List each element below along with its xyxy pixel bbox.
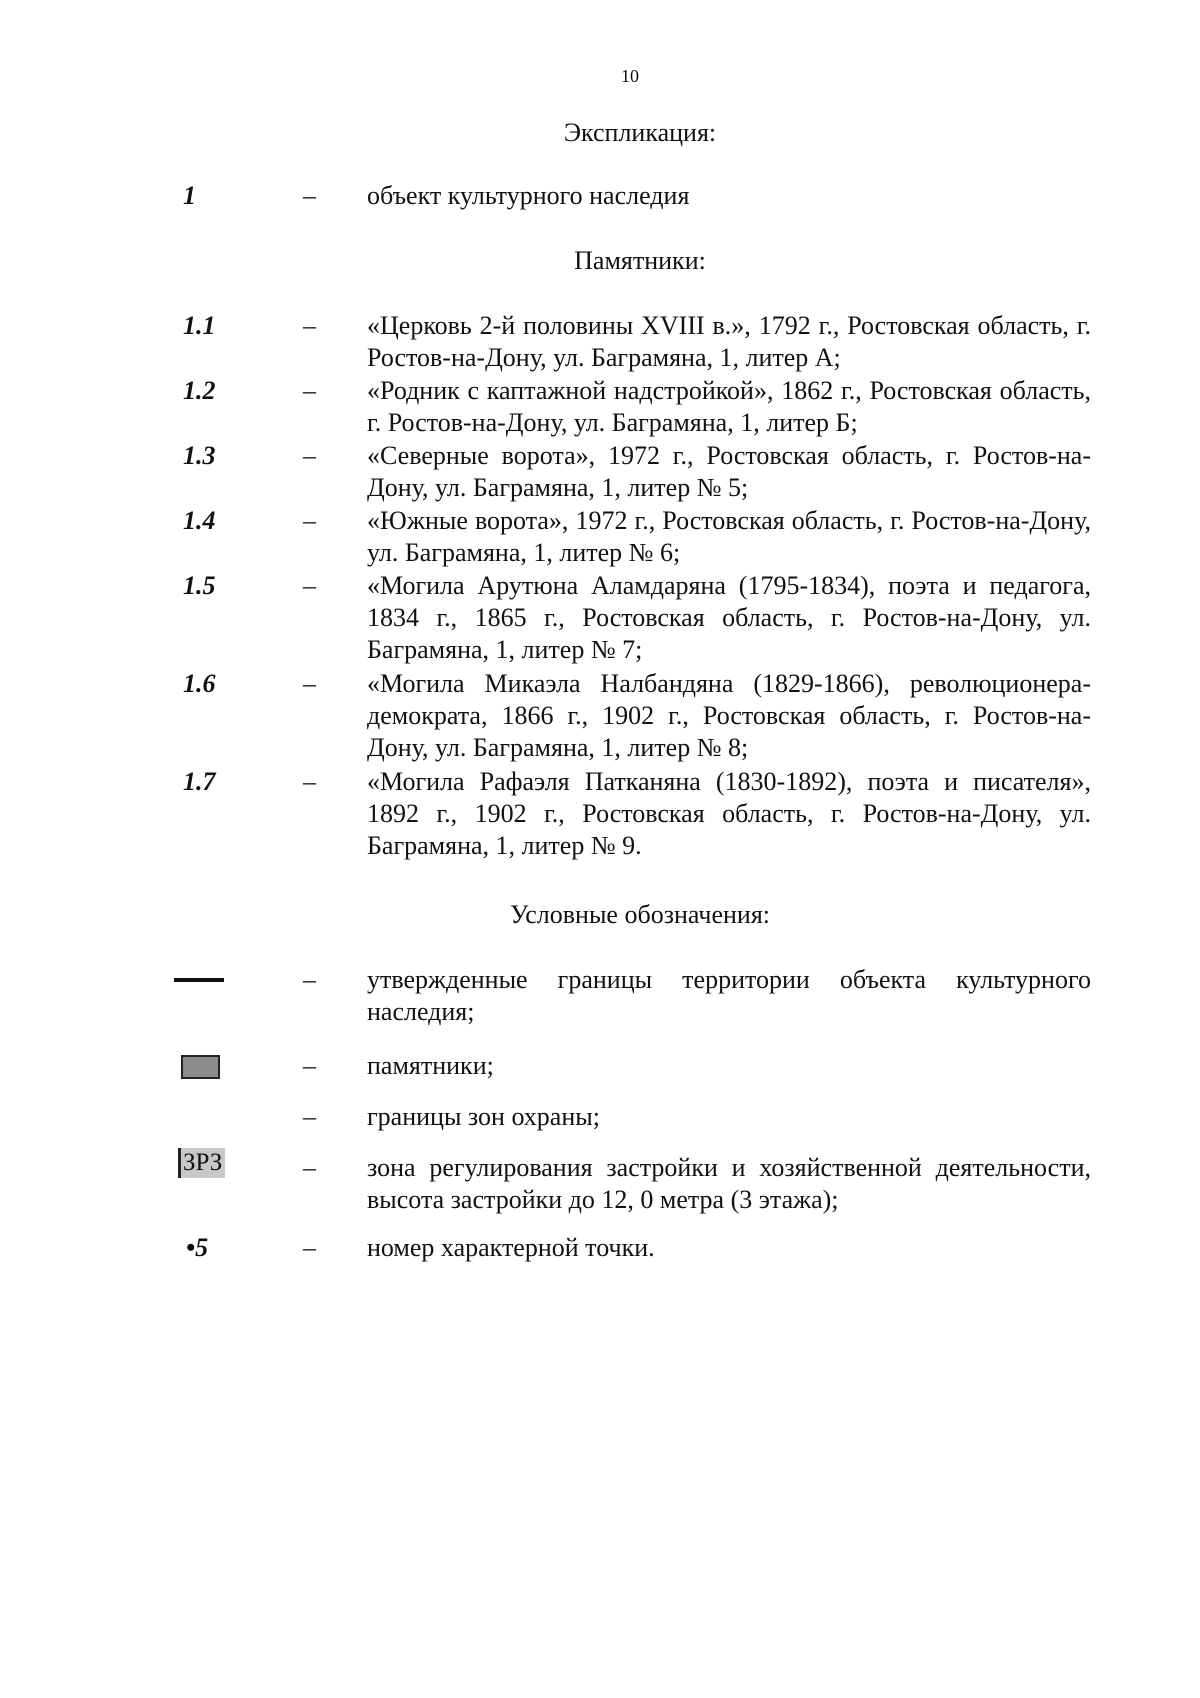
item-dash: –	[303, 1153, 316, 1182]
item-text: «Южные ворота», 1972 г., Ростовская область, г. Ростов-на-Дону, ул. Баграмяна, 1, литер № 6;	[367, 506, 1091, 567]
item-dash: –	[303, 1233, 316, 1262]
item-text: «Церковь 2-й половины XVIII в.», 1792 г., Ростовская область, г. Ростов-на-Дону, ул. Баграмяна, 1, литер А;	[367, 311, 1091, 372]
item-number: 1.1	[183, 311, 216, 340]
item-dash: –	[303, 441, 316, 470]
item-text: памятники;	[367, 1051, 494, 1080]
item-number: 1	[183, 181, 196, 210]
item-dash: –	[303, 376, 316, 405]
item-text: «Северные ворота», 1972 г., Ростовская область, г. Ростов-на-Дону, ул. Баграмяна, 1, литер № 5;	[367, 441, 1091, 502]
item-text: «Родник с каптажной надстройкой», 1862 г., Ростовская область, г. Ростов-на-Дону, ул. Баграмяна, 1, литер Б;	[367, 376, 1091, 437]
boundary-line-icon	[174, 978, 224, 982]
item-dash: –	[303, 571, 316, 600]
item-dash: –	[303, 506, 316, 535]
item-dash: –	[303, 311, 316, 340]
item-dash: –	[303, 669, 316, 698]
point-number-icon: •5	[186, 1233, 209, 1262]
item-text: объект культурного наследия	[367, 181, 690, 210]
item-dash: –	[303, 181, 316, 210]
zrz-zone-icon: ЗРЗ	[178, 1148, 225, 1178]
item-dash: –	[303, 1102, 316, 1131]
item-dash: –	[303, 767, 316, 796]
item-text: номер характерной точки.	[367, 1233, 655, 1262]
item-number: 1.6	[183, 669, 216, 698]
item-text: границы зон охраны;	[367, 1102, 600, 1131]
item-text: зона регулирования застройки и хозяйственной деятельности, высота застройки до 12, 0 метра (3 этажа);	[367, 1153, 1091, 1214]
item-text: «Могила Микаэла Налбандяна (1829-1866), революционера-демократа, 1866 г., 1902 г., Ростовская область, г. Ростов-на-Дону, ул. Баграмяна, 1, литер № 8;	[367, 669, 1091, 762]
item-number: 1.4	[183, 506, 216, 535]
explication-heading: Экспликация:	[563, 118, 717, 147]
monuments-heading: Памятники:	[574, 246, 706, 275]
item-dash: –	[303, 965, 316, 994]
item-number: 1.5	[183, 571, 216, 600]
item-text: «Могила Арутюна Аламдаряна (1795-1834), поэта и педагога, 1834 г., 1865 г., Ростовская область, г. Ростов-на-Дону, ул. Баграмяна, 1, литер № 7;	[367, 571, 1091, 664]
item-number: 1.2	[183, 376, 216, 405]
item-number: 1.3	[183, 441, 216, 470]
item-text: утвержденные границы территории объекта культурного наследия;	[367, 965, 1091, 1026]
item-number: 1.7	[183, 767, 216, 796]
legend-heading: Условные обозначения:	[509, 900, 771, 929]
item-dash: –	[303, 1051, 316, 1080]
monument-rect-icon	[181, 1055, 220, 1079]
page-number: 10	[621, 66, 639, 86]
item-text: «Могила Рафаэля Патканяна (1830-1892), поэта и писателя», 1892 г., 1902 г., Ростовская область, г. Ростов-на-Дону, ул. Баграмяна, 1, литер № 9.	[367, 767, 1091, 860]
